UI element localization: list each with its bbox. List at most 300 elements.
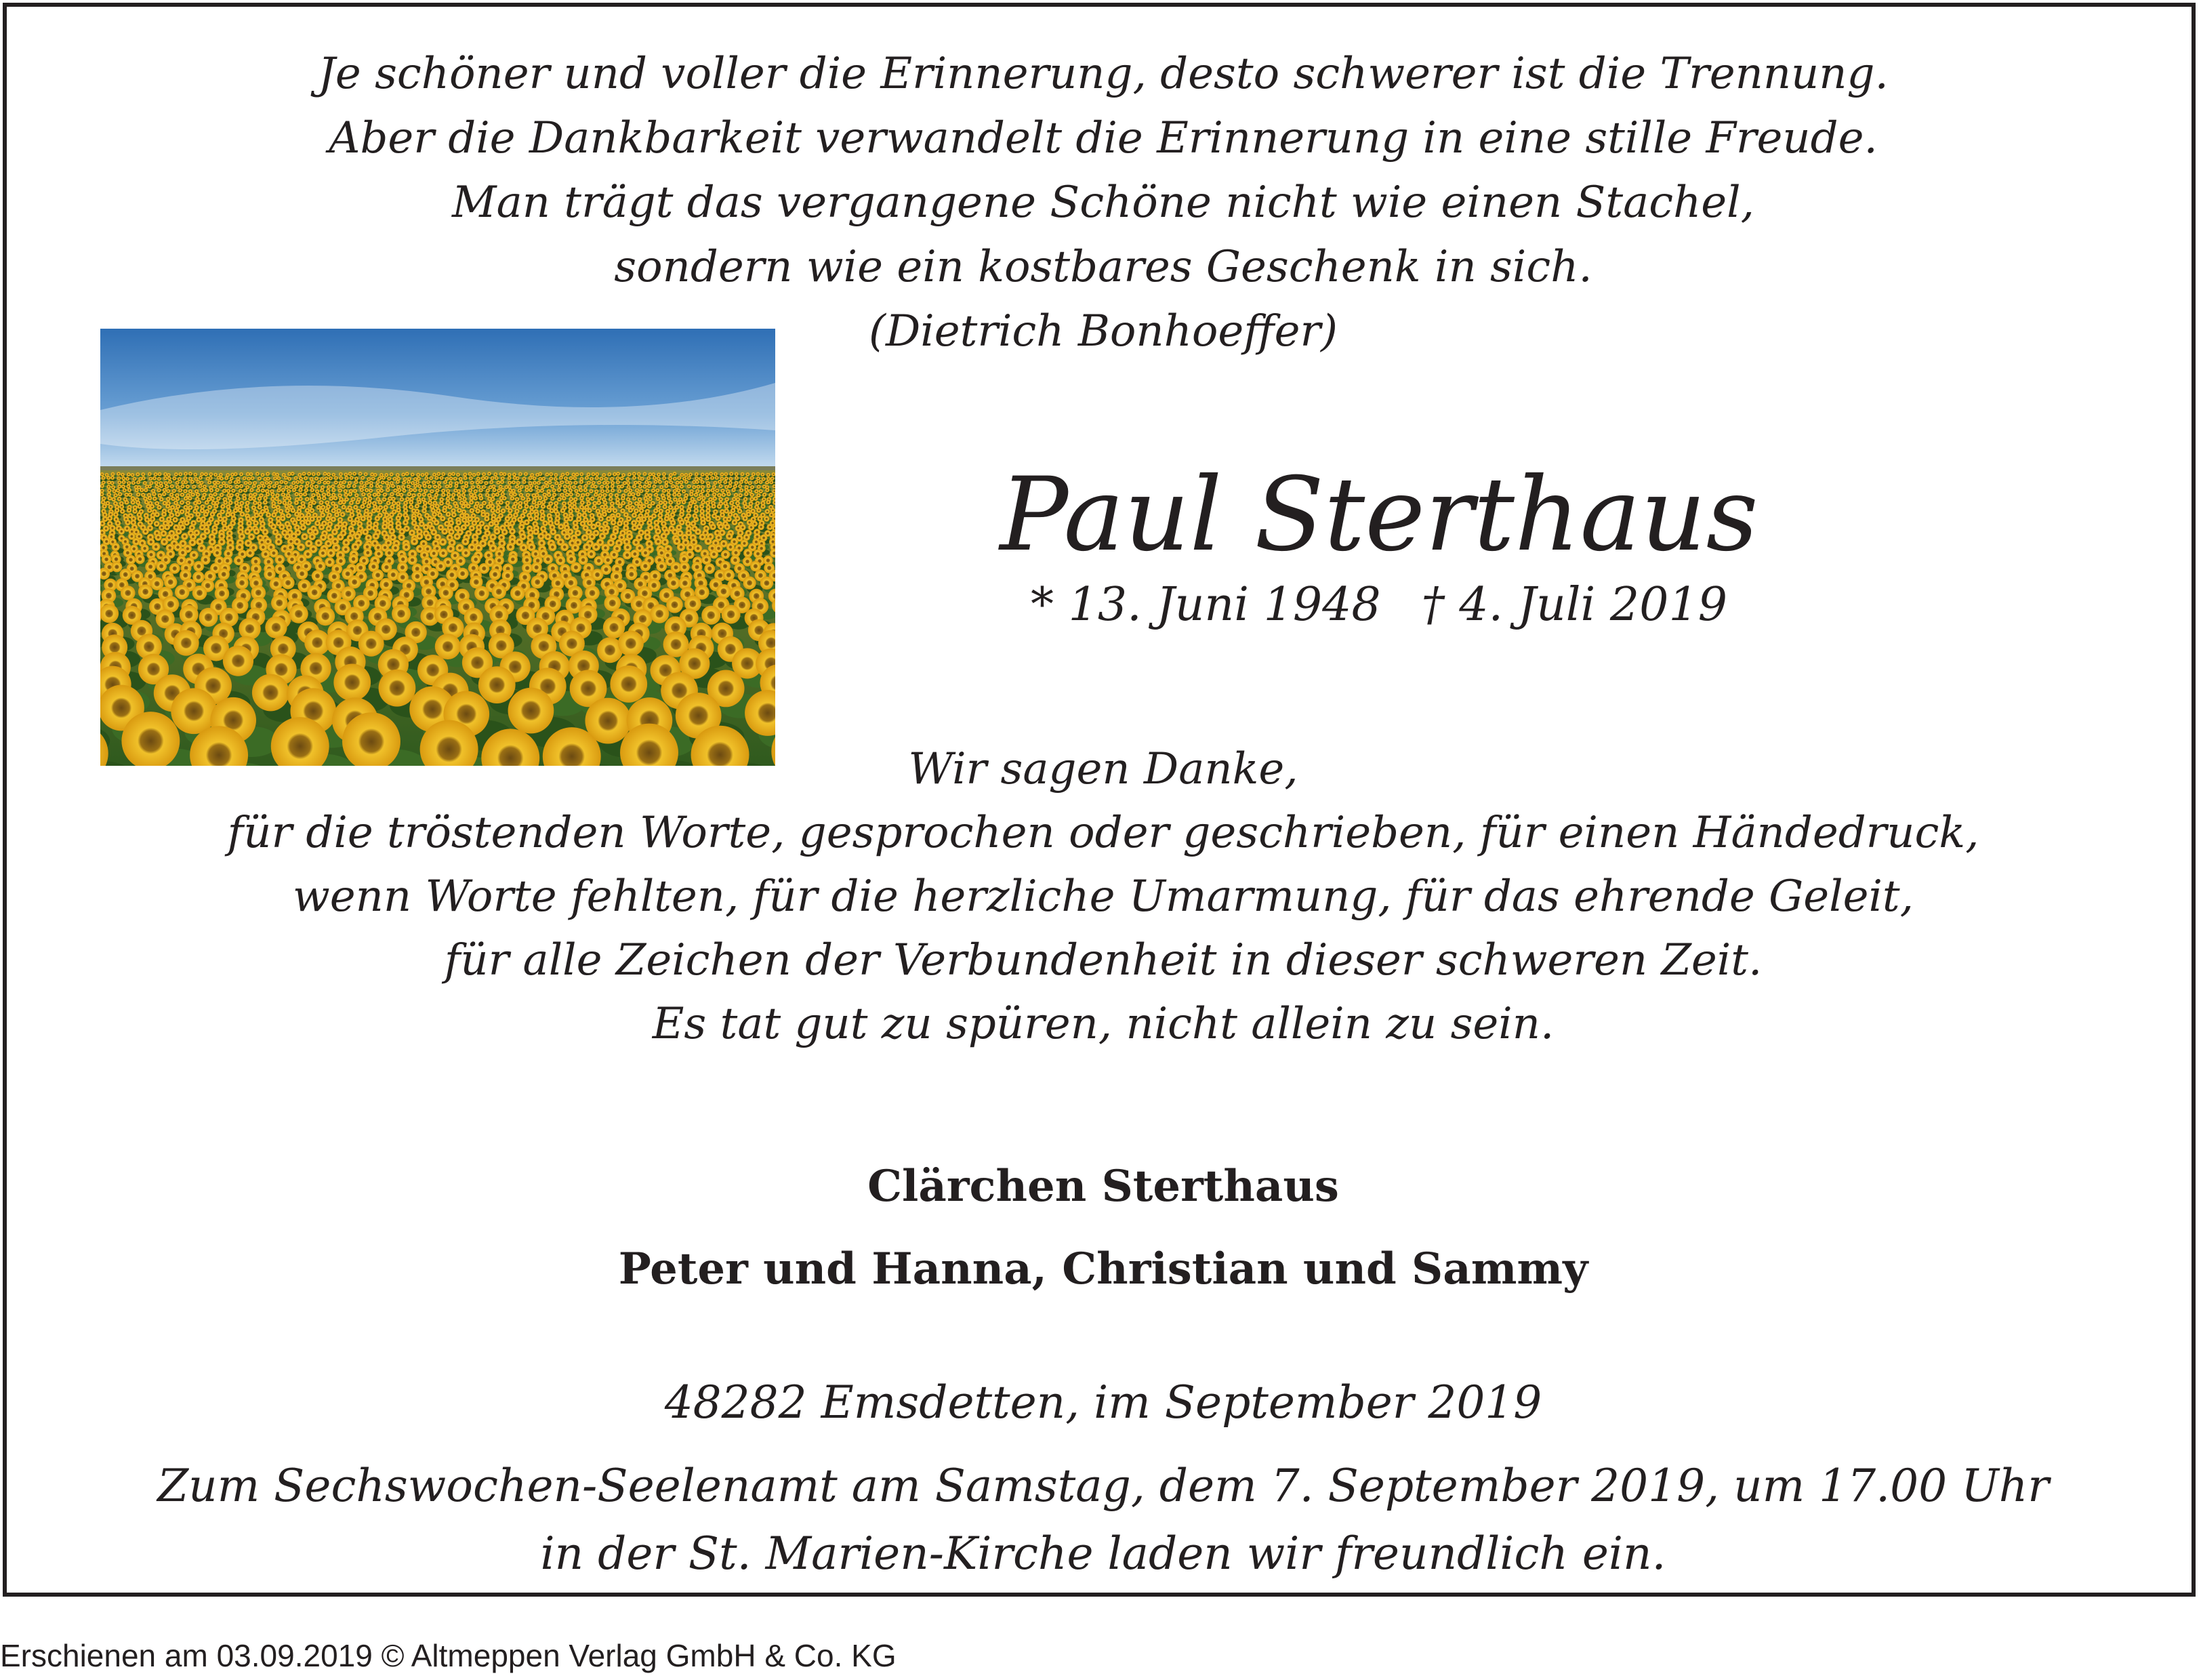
sunflower-head xyxy=(407,492,412,497)
sunflower-head xyxy=(173,630,199,656)
sunflower-head xyxy=(662,504,667,509)
sunflower-head xyxy=(252,484,256,488)
sunflower-head xyxy=(611,488,615,492)
sunflower-head xyxy=(752,472,756,476)
sunflower-head xyxy=(662,472,666,476)
sunflower-head xyxy=(449,476,453,480)
sunflower-head xyxy=(249,488,253,492)
sunflower-head xyxy=(569,488,573,492)
sunflower-head xyxy=(704,563,715,574)
sunflower-head xyxy=(613,508,618,514)
sunflower-head xyxy=(434,476,438,480)
sunflower-head xyxy=(260,473,264,477)
sunflower-head xyxy=(597,496,602,501)
sunflower-head xyxy=(512,472,516,476)
sunflower-head xyxy=(279,524,285,530)
sunflower-head xyxy=(438,549,447,558)
sunflower-head xyxy=(516,480,520,485)
sunflower-head xyxy=(626,481,630,485)
sunflower-head xyxy=(623,544,632,552)
sunflower-head xyxy=(489,480,493,484)
sunflower-head xyxy=(262,529,269,535)
sunflower-head xyxy=(623,481,627,485)
sunflower-head xyxy=(448,472,452,476)
sunflower-head xyxy=(564,533,571,540)
sunflower-head xyxy=(424,476,428,480)
sunflower-head xyxy=(398,534,405,541)
sunflower-head xyxy=(731,488,735,492)
sunflower-head xyxy=(518,472,522,476)
sunflower-head xyxy=(331,516,336,522)
sunflower-head xyxy=(346,484,350,488)
sunflower-head xyxy=(734,493,739,497)
sunflower-head xyxy=(180,485,184,489)
sunflower-head xyxy=(705,476,709,480)
sunflower-head xyxy=(227,524,233,530)
sunflower-head xyxy=(117,485,121,489)
sunflower-head xyxy=(510,586,525,601)
sunflower-head xyxy=(132,508,138,514)
sunflower-head xyxy=(261,489,265,493)
sunflower-head xyxy=(175,585,190,600)
sunflower-head xyxy=(130,473,134,477)
sunflower-head xyxy=(248,481,252,485)
sunflower-head xyxy=(592,543,600,551)
sunflower-head xyxy=(337,493,342,498)
sunflower-head xyxy=(541,485,546,489)
sunflower-head xyxy=(213,548,222,557)
thanks-line: für alle Zeichen der Verbundenheit in dieser schweren Zeit. xyxy=(444,935,1763,985)
sunflower-head xyxy=(457,508,462,513)
sunflower-head xyxy=(433,496,438,501)
sunflower-head xyxy=(679,480,683,485)
sunflower-head xyxy=(220,476,224,480)
sunflower-head xyxy=(213,484,217,488)
sunflower-head xyxy=(393,489,397,493)
sunflower-head xyxy=(485,476,489,480)
sunflower-head xyxy=(531,575,544,588)
sunflower-head xyxy=(126,555,136,565)
sunflower-head xyxy=(287,496,291,501)
sunflower-head xyxy=(676,488,680,492)
sunflower-head xyxy=(142,476,146,480)
sunflower-head xyxy=(655,497,660,501)
sunflower-head xyxy=(174,472,178,476)
sunflower-head xyxy=(192,586,207,600)
sunflower-head xyxy=(687,476,691,480)
sunflower-head xyxy=(500,480,504,484)
sunflower-head xyxy=(117,476,121,480)
sunflower-head xyxy=(276,476,281,480)
sunflower-head xyxy=(210,497,215,501)
sunflower-head xyxy=(270,497,275,501)
sunflower-head xyxy=(597,480,601,485)
sunflower-head xyxy=(203,485,207,489)
sunflower-head xyxy=(737,508,743,514)
sunflower-head xyxy=(270,492,275,497)
sunflower-head xyxy=(758,489,762,493)
sunflower-head xyxy=(437,485,441,489)
sunflower-head xyxy=(125,500,129,505)
sunflower-head xyxy=(361,492,366,497)
sunflower-head xyxy=(338,489,342,493)
sunflower-head xyxy=(334,480,338,485)
sunflower-head xyxy=(549,476,553,480)
sunflower-head xyxy=(718,524,724,530)
sunflower-head xyxy=(534,504,539,508)
sunflower-head xyxy=(735,472,739,476)
sunflower-head xyxy=(158,472,162,476)
sunflower-head xyxy=(573,480,577,485)
sunflower-head xyxy=(417,484,421,488)
sunflower-head xyxy=(603,555,613,565)
sunflower-head xyxy=(228,496,232,501)
sunflower-head xyxy=(204,472,208,476)
sunflower-head xyxy=(618,630,644,656)
sunflower-head xyxy=(653,480,657,484)
sunflower-head xyxy=(484,481,488,485)
sunflower-head xyxy=(590,496,595,501)
sunflower-head xyxy=(178,477,182,481)
quote-author: (Dietrich Bonhoeffer) xyxy=(869,306,1338,356)
sunflower-head xyxy=(363,548,372,557)
sunflower-head xyxy=(713,480,717,485)
sunflower-head xyxy=(359,480,363,485)
sunflower-head xyxy=(651,489,655,493)
sunflower-head xyxy=(118,492,123,497)
sunflower-head xyxy=(495,508,501,514)
sunflower-head xyxy=(120,509,125,514)
sunflower-head xyxy=(435,489,439,493)
thanks-line: Es tat gut zu spüren, nicht allein zu sein. xyxy=(652,999,1555,1049)
sunflower-head xyxy=(524,504,529,509)
sunflower-head xyxy=(353,489,357,493)
sunflower-head xyxy=(765,480,769,485)
sunflower-head xyxy=(541,476,546,480)
sunflower-head xyxy=(464,476,468,480)
sunflower-head xyxy=(596,500,601,505)
sunflower-head xyxy=(462,497,467,501)
sunflower-head xyxy=(148,496,152,501)
sunflower-head xyxy=(432,472,436,476)
sunflower-head xyxy=(669,480,673,485)
sunflower-head xyxy=(587,508,592,513)
sunflower-head xyxy=(495,476,499,480)
sunflower-head xyxy=(484,516,489,521)
sunflower-head xyxy=(161,538,168,546)
sunflower-head xyxy=(170,484,174,488)
sunflower-head xyxy=(316,472,321,476)
sunflower-head xyxy=(562,501,567,506)
sunflower-head xyxy=(616,472,620,476)
sunflower-head xyxy=(636,492,641,497)
sunflower-head xyxy=(639,508,644,514)
sunflower-head xyxy=(385,548,394,557)
sunflower-head xyxy=(327,472,331,476)
sunflower-head xyxy=(163,476,167,480)
sunflower-head xyxy=(628,472,632,476)
sunflower-head xyxy=(244,480,248,485)
sunflower-head xyxy=(425,533,432,541)
sunflower-head xyxy=(611,484,615,488)
sunflower-head xyxy=(162,492,167,497)
sunflower-head xyxy=(354,533,361,540)
sunflower-head xyxy=(318,549,327,558)
sunflower-head xyxy=(235,493,240,497)
thanks-line: Wir sagen Danke, xyxy=(908,744,1298,794)
sunflower-head xyxy=(585,497,590,501)
sunflower-head xyxy=(711,504,716,508)
sunflower-head xyxy=(454,484,458,488)
sunflower-head xyxy=(265,480,269,485)
sunflower-head xyxy=(305,520,311,526)
sunflower-head xyxy=(147,508,152,513)
sunflower-head xyxy=(435,634,461,659)
sunflower-head xyxy=(701,500,705,505)
sunflower-head xyxy=(636,524,642,530)
sunflower-head xyxy=(111,497,116,501)
sunflower-head xyxy=(750,485,754,489)
sunflower-head xyxy=(252,674,289,712)
sunflower-head xyxy=(541,504,546,509)
sunflower-head xyxy=(684,480,688,484)
sunflower-head xyxy=(231,489,235,493)
sunflower-head xyxy=(671,484,675,488)
sunflower-head xyxy=(573,476,577,480)
sunflower-head xyxy=(454,504,459,508)
sunflower-head xyxy=(352,484,356,488)
sunflower-head xyxy=(468,472,472,476)
sunflower-head xyxy=(376,480,380,484)
sunflower-head xyxy=(387,476,391,480)
sunflower-head xyxy=(609,497,613,501)
sunflower-head xyxy=(428,496,433,501)
sunflower-head xyxy=(568,516,573,521)
sunflower-head xyxy=(512,492,517,497)
sunflower-head xyxy=(167,476,171,480)
sunflower-head xyxy=(735,501,740,506)
sunflower-head xyxy=(423,524,429,530)
sunflower-head xyxy=(399,493,404,497)
sunflower-head xyxy=(558,484,562,488)
sunflower-head xyxy=(240,512,245,517)
sunflower-head xyxy=(501,492,506,497)
sunflower-head xyxy=(289,485,293,489)
sunflower-head xyxy=(655,489,659,493)
sunflower-head xyxy=(695,476,699,480)
sunflower-head xyxy=(107,516,112,521)
sunflower-head xyxy=(166,489,170,493)
sunflower-head xyxy=(319,500,324,505)
sunflower-head xyxy=(631,492,636,497)
sunflower-head xyxy=(112,562,123,573)
sunflower-head xyxy=(186,485,190,489)
sunflower-head xyxy=(351,543,359,551)
sunflower-head xyxy=(276,488,281,492)
sunflower-head xyxy=(476,485,480,489)
sunflower-head xyxy=(180,493,185,497)
sunflower-head xyxy=(253,500,258,505)
sunflower-head xyxy=(701,555,711,565)
thanks-line: für die tröstenden Worte, gesprochen oder geschrieben, für einen Händedruck, xyxy=(227,808,1979,858)
sunflower-head xyxy=(165,504,170,508)
sunflower-head xyxy=(760,504,765,509)
sunflower-head xyxy=(243,476,247,480)
sunflower-head xyxy=(215,488,219,492)
sunflower-head xyxy=(407,555,417,565)
sunflower-head xyxy=(333,496,338,501)
sunflower-head xyxy=(537,480,541,485)
sunflower-head xyxy=(443,480,447,484)
sunflower-head xyxy=(400,497,405,501)
sunflower-head xyxy=(300,480,304,484)
sunflower-head xyxy=(207,480,211,485)
sunflower-head xyxy=(655,528,661,535)
sunflower-head xyxy=(684,473,688,477)
family-signature xyxy=(7,1145,2200,1311)
sunflower-head xyxy=(542,520,548,527)
sunflower-head xyxy=(304,488,308,492)
sunflower-head xyxy=(257,485,261,489)
sunflower-head xyxy=(407,480,411,484)
sunflower-head xyxy=(178,488,182,492)
sunflower-head xyxy=(148,472,152,476)
sunflower-head xyxy=(195,512,201,517)
sunflower-head xyxy=(281,576,294,589)
sunflower-head xyxy=(668,476,672,480)
sunflower-head xyxy=(595,476,599,480)
sunflower-head xyxy=(110,481,115,485)
sunflower-head xyxy=(354,493,359,497)
sunflower-head xyxy=(299,493,304,497)
sunflower-head xyxy=(695,472,699,476)
sunflower-head xyxy=(396,480,400,484)
service-line: Zum Sechswochen-Seelenamt am Samstag, dem 7. September 2019, um 17.00 Uhr xyxy=(157,1460,2049,1512)
sunflower-head xyxy=(482,472,486,476)
sunflower-head xyxy=(271,594,287,611)
sunflower-head xyxy=(157,488,161,492)
sunflower-head xyxy=(262,484,266,488)
sunflower-head xyxy=(138,504,142,509)
sunflower-head xyxy=(258,476,262,480)
sunflower-head xyxy=(369,484,373,488)
sunflower-head xyxy=(715,476,719,480)
sunflower-head xyxy=(196,480,200,484)
sunflower-head xyxy=(439,501,444,506)
sunflower-head xyxy=(294,500,299,505)
sunflower-head xyxy=(245,508,250,513)
sunflower-head xyxy=(291,508,296,513)
sunflower-head xyxy=(159,497,164,501)
memorial-service-info xyxy=(7,1452,2200,1588)
sunflower-head xyxy=(451,493,456,497)
sunflower-head xyxy=(350,520,356,527)
sunflower-head xyxy=(363,484,367,488)
sunflower-head xyxy=(654,493,659,497)
sunflower-head xyxy=(275,538,283,546)
sunflower-head xyxy=(190,480,194,484)
sunflower-head xyxy=(747,504,752,509)
sunflower-head xyxy=(334,512,340,518)
sunflower-head xyxy=(453,533,461,540)
sunflower-head xyxy=(265,617,287,638)
sunflower-head xyxy=(447,493,451,497)
sunflower-head xyxy=(548,480,552,485)
sunflower-head xyxy=(495,492,500,497)
sunflower-head xyxy=(365,488,369,492)
sunflower-head xyxy=(411,472,415,476)
sunflower-head xyxy=(421,508,427,514)
sunflower-head xyxy=(329,496,333,501)
sunflower-head xyxy=(440,516,445,521)
sunflower-head xyxy=(638,485,642,489)
sunflower-head xyxy=(470,480,474,485)
sunflower-head xyxy=(222,489,226,493)
sunflower-head xyxy=(403,520,409,526)
sunflower-head xyxy=(487,472,491,476)
sunflower-head xyxy=(758,524,764,530)
sunflower-head xyxy=(623,489,628,493)
sunflower-head xyxy=(310,488,314,492)
sunflower-head xyxy=(239,472,243,476)
sunflower-head xyxy=(471,554,480,564)
sunflower-head xyxy=(263,500,268,505)
sunflower-head xyxy=(689,492,694,497)
sunflower-head xyxy=(422,493,427,497)
sunflower-head xyxy=(700,480,704,484)
sunflower-head xyxy=(554,477,558,481)
sunflower-head xyxy=(305,508,310,513)
sunflower-head xyxy=(176,497,180,501)
sunflower-head xyxy=(715,489,719,493)
sunflower-head xyxy=(510,496,514,501)
sunflower-head xyxy=(224,476,228,480)
sunflower-head xyxy=(587,480,591,485)
sunflower-head xyxy=(453,476,457,480)
sunflower-head xyxy=(590,524,596,530)
sunflower-head xyxy=(645,489,649,493)
sunflower-head xyxy=(111,485,115,489)
sunflower-head xyxy=(478,666,516,703)
sunflower-head xyxy=(694,508,699,514)
thanks-text xyxy=(7,737,2200,1056)
sunflower-head xyxy=(658,480,662,484)
sunflower-head xyxy=(113,493,118,498)
sunflower-head xyxy=(312,472,316,476)
sunflower-head xyxy=(382,476,386,480)
sunflower-head xyxy=(538,472,542,476)
sunflower-head xyxy=(131,500,136,505)
sunflower-head xyxy=(637,472,641,476)
sunflower-head xyxy=(499,500,503,505)
sunflower-head xyxy=(638,497,642,502)
sunflower-head xyxy=(366,504,371,508)
sunflower-head xyxy=(367,477,371,481)
sunflower-head xyxy=(766,477,770,481)
sunflower-head xyxy=(766,473,770,477)
sunflower-head xyxy=(711,488,715,492)
thanks-line: wenn Worte fehlten, für die herzliche Umarmung, für das ehrende Geleit, xyxy=(293,872,1914,922)
sunflower-head xyxy=(184,520,190,526)
sunflower-head xyxy=(311,493,316,497)
sunflower-head xyxy=(579,472,583,476)
sunflower-head xyxy=(526,493,531,497)
sunflower-head xyxy=(102,476,106,480)
sunflower-head xyxy=(694,493,699,497)
sunflower-head xyxy=(159,484,163,488)
sunflower-head xyxy=(117,497,122,501)
sunflower-head xyxy=(235,485,239,489)
